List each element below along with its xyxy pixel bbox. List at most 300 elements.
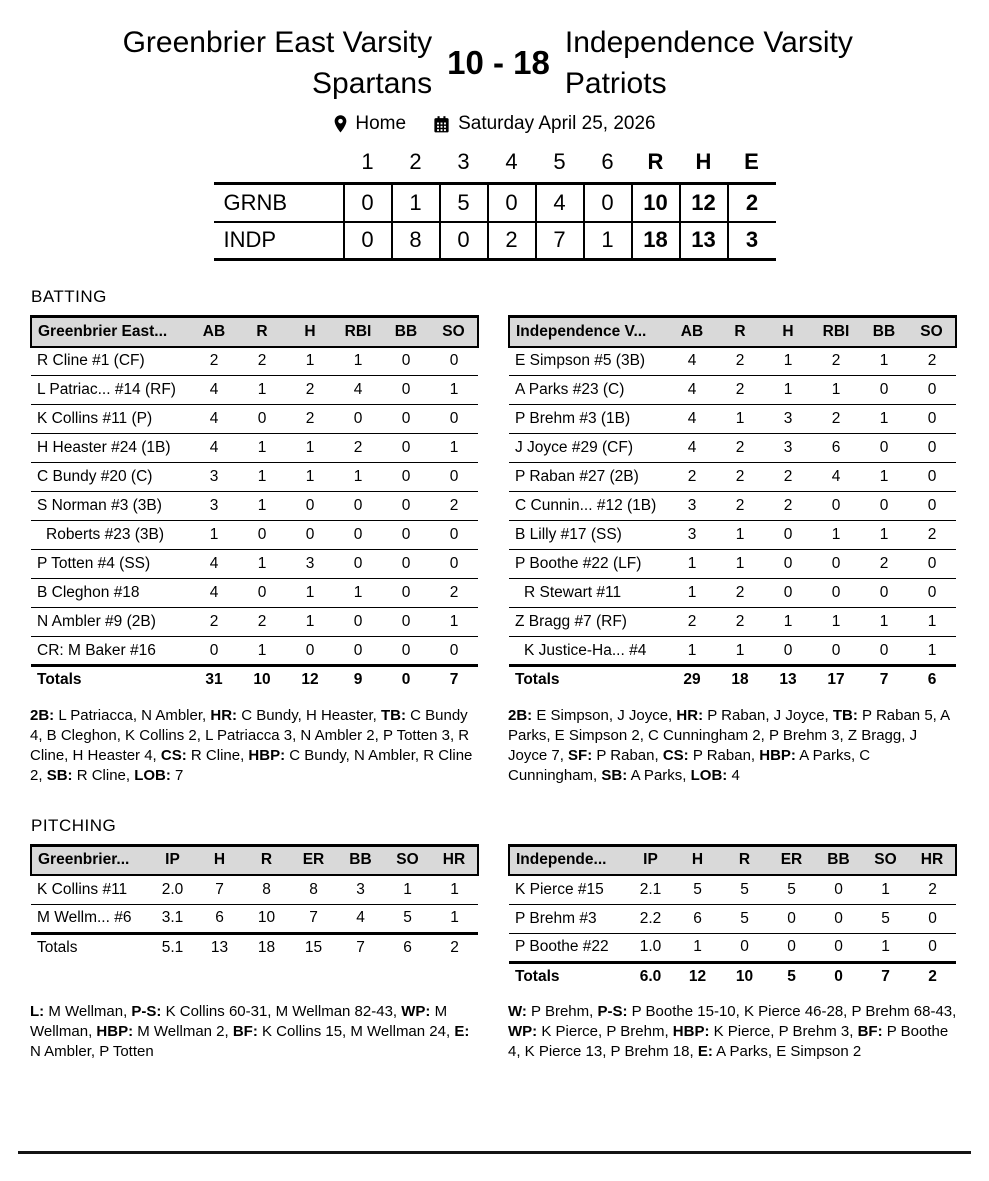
stat-value: 0 — [382, 434, 430, 463]
stat-value: 3 — [668, 492, 716, 521]
totals-label: Totals — [37, 671, 82, 689]
stat-value: 0 — [908, 492, 956, 521]
linescore-col-4: 4 — [488, 149, 536, 184]
linescore-col-5: 5 — [536, 149, 584, 184]
stat-value: 3 — [190, 463, 238, 492]
player-row — [31, 376, 478, 405]
note-label: HR: — [676, 706, 704, 724]
totals-row — [31, 666, 478, 694]
player-row — [31, 463, 478, 492]
batting-notes-independence: 2B: E Simpson, J Joyce, HR: P Raban, J Joyce, TB: P Raban 5, A Parks, E Simpson 2, C Cunningham 2, P Brehm 3, Z Bragg, J Joyce 7, SF: P Raban, CS: P Raban, HBP: A Parks, C Cunningham, SB: A Parks, LOB: 4 — [508, 706, 950, 784]
totals-value: 10 — [735, 967, 754, 985]
player-row — [31, 608, 478, 637]
stat-value: 0 — [430, 521, 478, 550]
note-label: HBP: — [248, 746, 286, 764]
stat-value: 5 — [721, 904, 768, 933]
linescore-corner — [214, 149, 344, 184]
stat-value: 1 — [286, 608, 334, 637]
linescore-row-GRNB — [214, 184, 776, 222]
note-label: W: — [508, 1003, 527, 1020]
stat-col-R: R — [238, 317, 286, 347]
stat-value: 2 — [812, 405, 860, 434]
player-name: P Brehm #3 (1B) — [509, 405, 668, 434]
note-label: P-S: — [131, 1003, 162, 1020]
note-label: E: — [454, 1023, 470, 1040]
note-label: P-S: — [597, 1003, 628, 1020]
stat-value: 1 — [908, 608, 956, 637]
stat-value: 1 — [764, 347, 812, 376]
player-name: Z Bragg #7 (RF) — [509, 608, 668, 637]
note-label: SB: — [46, 766, 73, 784]
stat-value: 6 — [674, 904, 721, 933]
stat-value: 6 — [196, 904, 243, 933]
game-date — [432, 113, 656, 135]
note-label: WP: — [401, 1003, 431, 1020]
stat-value: 1 — [860, 608, 908, 637]
stat-value: 3 — [668, 521, 716, 550]
batting-grid — [30, 315, 957, 786]
linescore-cell: 7 — [536, 222, 584, 260]
totals-label: Totals — [37, 938, 78, 956]
totals-value: 15 — [304, 938, 323, 956]
linescore-table — [214, 149, 776, 261]
player-row — [509, 376, 956, 405]
player-row — [509, 405, 956, 434]
note-label: CS: — [160, 746, 187, 764]
stat-value: 2 — [668, 463, 716, 492]
stat-value: 0 — [238, 521, 286, 550]
stat-value: 2.0 — [149, 875, 196, 904]
player-name: R Cline #1 (CF) — [31, 347, 190, 376]
stat-value: 7 — [196, 875, 243, 904]
player-row — [509, 933, 956, 962]
player-row — [31, 637, 478, 666]
team-header: Greenbrier... — [31, 845, 149, 875]
player-row — [509, 521, 956, 550]
player-row — [31, 579, 478, 608]
stat-value: 4 — [190, 434, 238, 463]
pitching-notes-greenbrier: L: M Wellman, P-S: K Collins 60-31, M Wellman 82-43, WP: M Wellman, HBP: M Wellman 2, BF: K Collins 15, M Wellman 24, E: N Ambler, P Totten — [30, 1003, 470, 1060]
stat-value: 0 — [860, 579, 908, 608]
linescore-col-2: 2 — [392, 149, 440, 184]
stat-value: 2 — [430, 492, 478, 521]
stat-value: 1 — [384, 875, 431, 904]
linescore-col-H: H — [680, 149, 728, 184]
stat-value: 1 — [238, 463, 286, 492]
stat-value: 0 — [721, 933, 768, 962]
player-row — [509, 608, 956, 637]
stat-value: 1 — [238, 434, 286, 463]
stat-value: 0 — [382, 347, 430, 376]
stat-col-HR: HR — [431, 845, 478, 875]
player-row — [31, 434, 478, 463]
stat-value: 0 — [908, 405, 956, 434]
player-name: P Raban #27 (2B) — [509, 463, 668, 492]
stat-value: 2 — [860, 550, 908, 579]
stat-value: 0 — [860, 376, 908, 405]
totals-value: 9 — [353, 671, 363, 689]
batting-notes-greenbrier: 2B: L Patriacca, N Ambler, HR: C Bundy, H Heaster, TB: C Bundy 4, B Cleghon, K Collins 2, L Patriacca 3, N Ambler 2, P Totten 3, R Cline, H Heaster 4, CS: R Cline, HBP: C Bundy, N Ambler, R Cline 2, SB: R Cline, LOB: 7 — [30, 706, 473, 784]
totals-value: 10 — [253, 671, 271, 689]
stat-value: 5 — [862, 904, 909, 933]
totals-value: 0 — [401, 671, 411, 689]
stat-header-row — [31, 317, 478, 347]
stat-header-row — [509, 317, 956, 347]
stat-col-BB: BB — [860, 317, 908, 347]
player-name: P Boothe #22 — [509, 933, 627, 962]
stat-value: 4 — [190, 405, 238, 434]
player-row — [509, 347, 956, 376]
stat-value: 0 — [382, 579, 430, 608]
player-row — [509, 637, 956, 666]
stat-col-ER: ER — [290, 845, 337, 875]
stat-value: 0 — [334, 608, 382, 637]
stat-col-RBI: RBI — [334, 317, 382, 347]
player-row — [31, 875, 478, 904]
player-row — [31, 405, 478, 434]
stat-col-BB: BB — [815, 845, 862, 875]
stat-value: 1 — [430, 376, 478, 405]
stat-value: 2 — [716, 434, 764, 463]
stat-col-HR: HR — [909, 845, 956, 875]
note-label: 2B: — [30, 706, 55, 724]
stat-value: 0 — [238, 579, 286, 608]
stat-value: 1 — [674, 933, 721, 962]
stat-value: 0 — [286, 637, 334, 666]
stat-col-R: R — [716, 317, 764, 347]
player-row — [31, 521, 478, 550]
stat-value: 0 — [768, 904, 815, 933]
linescore-cell: 12 — [680, 184, 728, 222]
linescore-cell: 8 — [392, 222, 440, 260]
stat-value: 2 — [238, 608, 286, 637]
totals-value: 2 — [928, 967, 937, 985]
stat-value: 2 — [908, 521, 956, 550]
stat-value: 0 — [190, 637, 238, 666]
linescore-cell: 2 — [728, 184, 776, 222]
location-pin-icon — [333, 114, 348, 134]
note-label: HBP: — [96, 1023, 134, 1040]
stat-value: 0 — [382, 637, 430, 666]
note-label: WP: — [508, 1023, 538, 1040]
stat-value: 3 — [337, 875, 384, 904]
stat-col-R: R — [721, 845, 768, 875]
stat-value: 1 — [862, 875, 909, 904]
linescore-cell: 5 — [440, 184, 488, 222]
game-meta — [0, 113, 989, 135]
section-label-batting: BATTING — [31, 287, 107, 306]
stat-value: 2 — [908, 347, 956, 376]
stat-value: 0 — [764, 637, 812, 666]
stat-value: 0 — [908, 550, 956, 579]
stat-value: 2 — [716, 376, 764, 405]
stat-value: 0 — [768, 933, 815, 962]
note-label: HBP: — [672, 1023, 710, 1040]
game-location — [333, 113, 406, 135]
stat-value: 0 — [382, 405, 430, 434]
note-label: TB: — [380, 706, 406, 724]
bottom-divider — [18, 1151, 971, 1154]
stat-value: 5 — [384, 904, 431, 933]
stat-value: 0 — [908, 463, 956, 492]
totals-value: 13 — [210, 938, 229, 956]
stat-col-AB: AB — [190, 317, 238, 347]
note-label: BF: — [857, 1023, 883, 1040]
stat-col-SO: SO — [862, 845, 909, 875]
stat-value: 1 — [812, 521, 860, 550]
totals-value: 5 — [787, 967, 796, 985]
stat-value: 1 — [716, 521, 764, 550]
linescore-col-E: E — [728, 149, 776, 184]
linescore-col-1: 1 — [344, 149, 392, 184]
stat-value: 1 — [286, 434, 334, 463]
note-label: SF: — [568, 746, 593, 764]
stat-value: 0 — [815, 904, 862, 933]
linescore-cell: 0 — [584, 184, 632, 222]
totals-value: 7 — [881, 967, 890, 985]
stat-col-AB: AB — [668, 317, 716, 347]
note-label: LOB: — [134, 766, 171, 784]
player-row — [31, 904, 478, 933]
note-label: HBP: — [759, 746, 796, 764]
totals-value: 6.0 — [639, 967, 662, 985]
stat-value: 2 — [716, 492, 764, 521]
stat-value: 1 — [812, 608, 860, 637]
section-label-pitching: PITCHING — [31, 815, 117, 835]
stat-col-SO: SO — [908, 317, 956, 347]
totals-value: 2 — [450, 938, 459, 956]
player-row — [509, 875, 956, 904]
stat-value: 0 — [812, 550, 860, 579]
stat-value: 2.2 — [627, 904, 674, 933]
stat-value: 0 — [382, 492, 430, 521]
note-label: HR: — [210, 706, 238, 724]
stat-value: 2 — [286, 376, 334, 405]
stat-value: 4 — [668, 434, 716, 463]
totals-value: 13 — [779, 671, 797, 689]
stat-value: 0 — [430, 550, 478, 579]
stat-value: 0 — [238, 405, 286, 434]
player-name: P Totten #4 (SS) — [31, 550, 190, 579]
stat-value: 1 — [286, 347, 334, 376]
stat-value: 0 — [334, 521, 382, 550]
player-name: K Justice-Ha... #4 — [509, 637, 668, 666]
stat-value: 1 — [238, 376, 286, 405]
stat-col-SO: SO — [430, 317, 478, 347]
linescore-cell: 0 — [440, 222, 488, 260]
player-name: H Heaster #24 (1B) — [31, 434, 190, 463]
totals-value: 7 — [449, 671, 459, 689]
stat-value: 8 — [243, 875, 290, 904]
totals-value: 18 — [731, 671, 749, 689]
player-row — [31, 492, 478, 521]
totals-value: 7 — [356, 938, 365, 956]
note-label: SB: — [601, 766, 628, 784]
stat-col-SO: SO — [384, 845, 431, 875]
pitching-table-independence — [508, 844, 957, 991]
player-name: E Simpson #5 (3B) — [509, 347, 668, 376]
stat-value: 0 — [430, 637, 478, 666]
stat-col-H: H — [674, 845, 721, 875]
stat-value: 0 — [334, 637, 382, 666]
totals-value: 12 — [301, 671, 319, 689]
stat-col-BB: BB — [382, 317, 430, 347]
stat-value: 1 — [334, 463, 382, 492]
linescore-cell: 13 — [680, 222, 728, 260]
player-name: K Collins #11 — [31, 875, 149, 904]
stat-value: 2.1 — [627, 875, 674, 904]
stat-value: 0 — [764, 550, 812, 579]
stat-value: 1 — [716, 637, 764, 666]
linescore-col-3: 3 — [440, 149, 488, 184]
player-name: A Parks #23 (C) — [509, 376, 668, 405]
stat-value: 1 — [764, 608, 812, 637]
stat-col-IP: IP — [627, 845, 674, 875]
team-header: Independe... — [509, 845, 627, 875]
stat-value: 0 — [382, 463, 430, 492]
stat-value: 1 — [238, 550, 286, 579]
stat-value: 0 — [908, 434, 956, 463]
player-name: S Norman #3 (3B) — [31, 492, 190, 521]
stat-value: 0 — [334, 405, 382, 434]
player-row — [31, 347, 478, 376]
score-header — [0, 0, 989, 104]
player-row — [509, 579, 956, 608]
stat-header-row — [509, 845, 956, 875]
totals-value: 31 — [205, 671, 223, 689]
stat-value: 0 — [334, 550, 382, 579]
stat-value: 1 — [860, 405, 908, 434]
stat-value: 0 — [860, 637, 908, 666]
stat-value: 0 — [382, 521, 430, 550]
stat-col-H: H — [764, 317, 812, 347]
stat-value: 1 — [860, 521, 908, 550]
stat-value: 3 — [764, 405, 812, 434]
stat-value: 4 — [812, 463, 860, 492]
totals-value: 18 — [257, 938, 276, 956]
stat-value: 3 — [190, 492, 238, 521]
player-name: C Bundy #20 (C) — [31, 463, 190, 492]
player-name: J Joyce #29 (CF) — [509, 434, 668, 463]
linescore-cell: 18 — [632, 222, 680, 260]
stat-value: 0 — [812, 492, 860, 521]
stat-header-row — [31, 845, 478, 875]
stat-value: 4 — [190, 550, 238, 579]
stat-value: 2 — [190, 608, 238, 637]
stat-value: 2 — [716, 608, 764, 637]
player-row — [509, 550, 956, 579]
stat-value: 1 — [908, 637, 956, 666]
stat-value: 0 — [764, 579, 812, 608]
linescore-cell: 0 — [488, 184, 536, 222]
stat-value: 2 — [764, 492, 812, 521]
stat-value: 0 — [382, 608, 430, 637]
stat-value: 0 — [909, 933, 956, 962]
stat-value: 0 — [908, 579, 956, 608]
pitching-grid — [30, 844, 957, 1063]
note-label: L: — [30, 1003, 45, 1020]
stat-value: 0 — [909, 904, 956, 933]
totals-value: 12 — [688, 967, 707, 985]
stat-value: 0 — [286, 492, 334, 521]
stat-value: 7 — [290, 904, 337, 933]
totals-value: 7 — [879, 671, 889, 689]
note-label: LOB: — [690, 766, 728, 784]
linescore-header-row — [214, 149, 776, 184]
player-name: B Cleghon #18 — [31, 579, 190, 608]
stat-col-IP: IP — [149, 845, 196, 875]
stat-value: 2 — [334, 434, 382, 463]
stat-value: 1 — [860, 347, 908, 376]
player-name: CR: M Baker #16 — [31, 637, 190, 666]
stat-value: 4 — [190, 376, 238, 405]
totals-row — [509, 666, 956, 694]
stat-value: 1 — [668, 579, 716, 608]
stat-value: 2 — [238, 347, 286, 376]
stat-value: 1 — [430, 434, 478, 463]
stat-col-RBI: RBI — [812, 317, 860, 347]
note-label: 2B: — [508, 706, 533, 724]
linescore-cell: 4 — [536, 184, 584, 222]
batting-table-greenbrier — [30, 315, 479, 694]
stat-col-ER: ER — [768, 845, 815, 875]
stat-value: 2 — [190, 347, 238, 376]
player-row — [31, 550, 478, 579]
player-name: C Cunnin... #12 (1B) — [509, 492, 668, 521]
calendar-icon — [432, 115, 451, 134]
player-name: M Wellm... #6 — [31, 904, 149, 933]
stat-value: 5 — [721, 875, 768, 904]
linescore-cell: 1 — [392, 184, 440, 222]
team-abbrev: INDP — [214, 222, 344, 260]
stat-value: 1 — [668, 550, 716, 579]
stat-value: 1 — [286, 579, 334, 608]
stat-value: 0 — [334, 492, 382, 521]
stat-value: 4 — [668, 376, 716, 405]
player-name: K Pierce #15 — [509, 875, 627, 904]
linescore-cell: 2 — [488, 222, 536, 260]
stat-value: 2 — [812, 347, 860, 376]
stat-value: 0 — [860, 434, 908, 463]
stat-value: 1 — [862, 933, 909, 962]
team-abbrev: GRNB — [214, 184, 344, 222]
player-row — [509, 463, 956, 492]
stat-value: 4 — [337, 904, 384, 933]
stat-value: 0 — [815, 933, 862, 962]
totals-row — [31, 933, 478, 961]
stat-value: 1 — [431, 875, 478, 904]
totals-value: 17 — [827, 671, 845, 689]
stat-value: 0 — [908, 376, 956, 405]
stat-value: 0 — [430, 347, 478, 376]
stat-value: 2 — [716, 463, 764, 492]
stat-value: 1 — [716, 405, 764, 434]
final-score: 10 - 18 — [447, 44, 550, 81]
player-name: R Stewart #11 — [509, 579, 668, 608]
stat-value: 1 — [764, 376, 812, 405]
player-name: Roberts #23 (3B) — [31, 521, 190, 550]
note-label: CS: — [662, 746, 689, 764]
stat-col-BB: BB — [337, 845, 384, 875]
pitching-table-greenbrier — [30, 844, 479, 962]
player-name: L Patriac... #14 (RF) — [31, 376, 190, 405]
stat-value: 0 — [812, 579, 860, 608]
totals-label: Totals — [515, 671, 560, 689]
player-name: P Boothe #22 (LF) — [509, 550, 668, 579]
totals-row — [509, 962, 956, 990]
stat-value: 0 — [812, 637, 860, 666]
linescore-col-6: 6 — [584, 149, 632, 184]
